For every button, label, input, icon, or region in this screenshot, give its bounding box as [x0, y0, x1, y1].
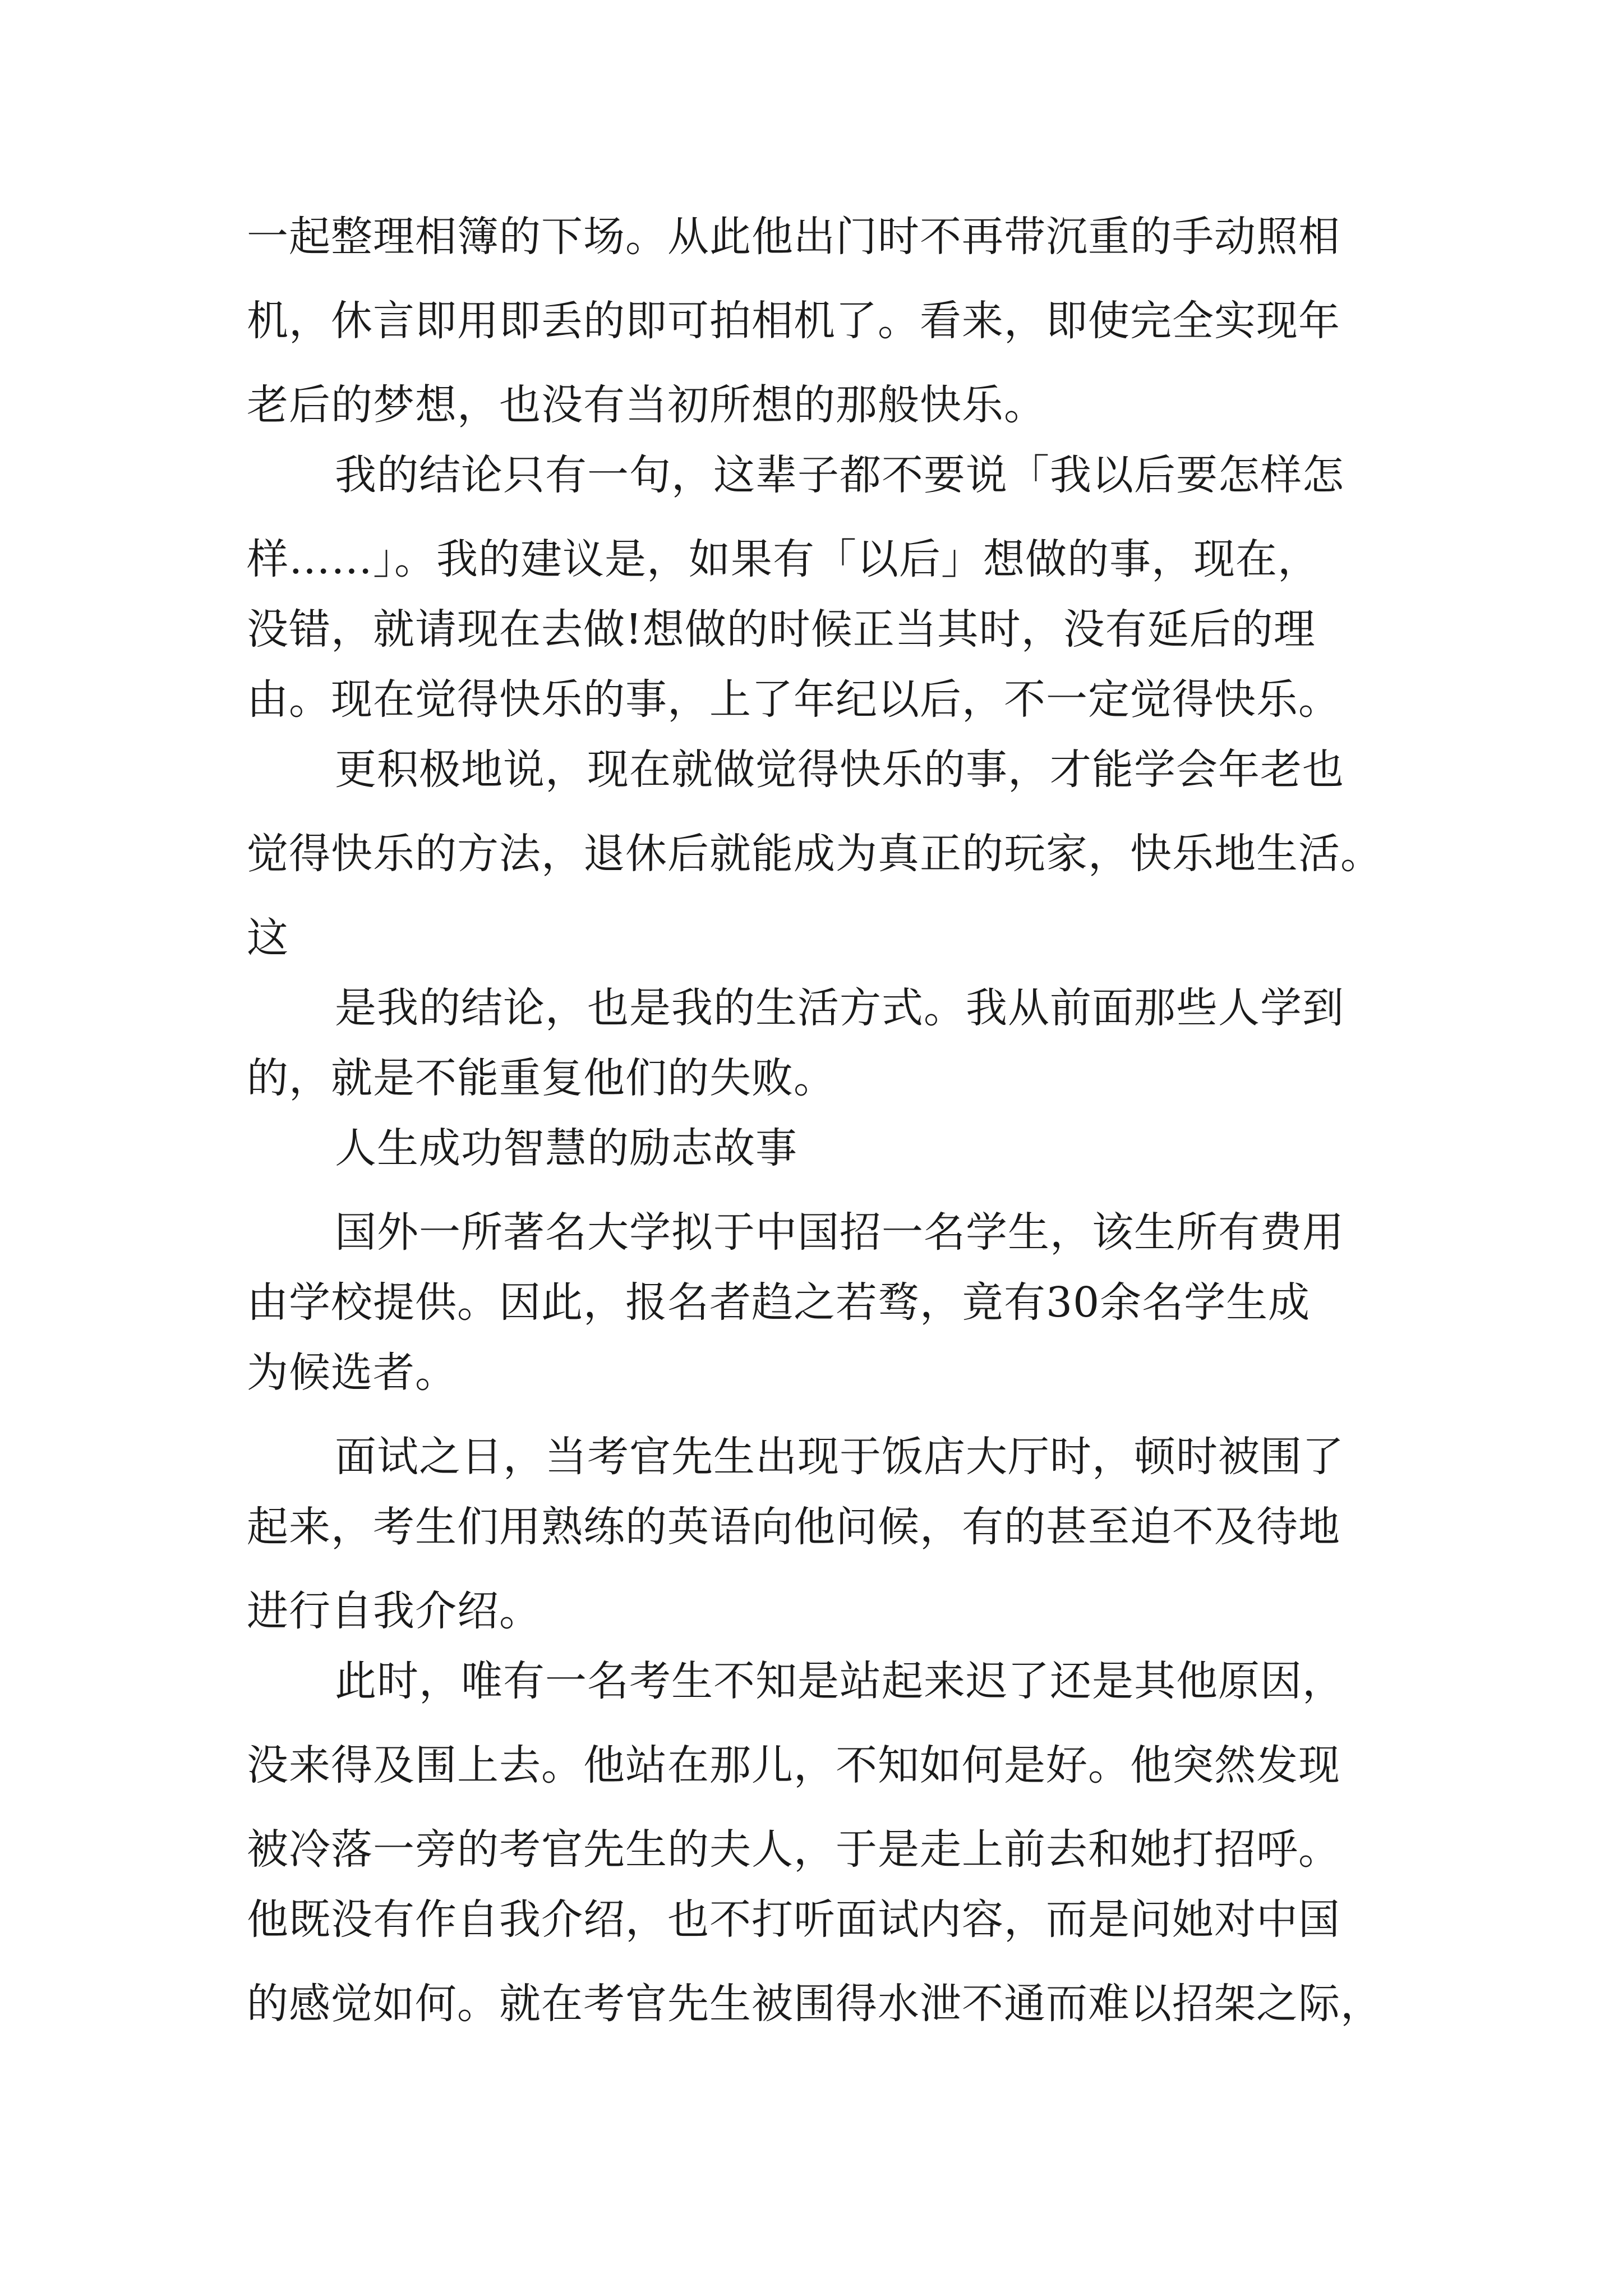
paragraph-start-line: 此时，唯有一名考生不知是站起来迟了还是其他原因， [335, 1657, 1344, 1705]
text-line: 为候选者。 [247, 1349, 457, 1397]
paragraph-start-line: 国外一所著名大学拟于中国招一名学生，该生所有费用 [335, 1208, 1344, 1257]
text-line: 的感觉如何。就在考官先生被围得水泄不通而难以招架之际， [247, 1980, 1382, 2028]
text-line: 的，就是不能重复他们的失败。 [247, 1054, 836, 1102]
text-line: 起来，考生们用熟练的英语向他问候，有的甚至迫不及待地 [247, 1503, 1340, 1551]
text-line: 样……」。我的建议是，如果有「以后」想做的事，现在， [247, 535, 1320, 583]
text-line: 由。现在觉得快乐的事，上了年纪以后，不一定觉得快乐。 [247, 675, 1340, 724]
text-line: 由学校提供。因此，报名者趋之若骛，竟有30余名学生成 [247, 1278, 1311, 1327]
text-line: 一起整理相簿的下场。从此他出门时不再带沉重的手动照相 [247, 213, 1340, 261]
paragraph-start-line: 是我的结论，也是我的生活方式。我从前面那些人学到 [335, 984, 1344, 1032]
text-line: 没来得及围上去。他站在那儿，不知如何是好。他突然发现 [247, 1741, 1340, 1789]
text-line: 进行自我介绍。 [247, 1587, 541, 1635]
paragraph-start-line: 面试之日，当考官先生出现于饭店大厅时，顿时被围了 [335, 1433, 1344, 1481]
paragraph-start-line: 我的结论只有一句，这辈子都不要说「我以后要怎样怎 [335, 451, 1344, 499]
text-line: 被冷落一旁的考官先生的夫人，于是走上前去和她打招呼。 [247, 1825, 1340, 1874]
section-heading: 人生成功智慧的励志故事 [335, 1124, 797, 1172]
text-line: 觉得快乐的方法，退休后就能成为真正的玩家，快乐地生活。 [247, 830, 1382, 878]
text-line: 他既没有作自我介绍，也不打听面试内容，而是问她对中国 [247, 1895, 1340, 1944]
paragraph-start-line: 更积极地说，现在就做觉得快乐的事，才能学会年老也 [335, 746, 1344, 794]
text-line: 没错，就请现在去做!想做的时候正当其时，没有延后的理 [247, 605, 1316, 654]
text-line: 机，休言即用即丢的即可拍相机了。看来，即使完全实现年 [247, 297, 1340, 345]
text-line: 这 [247, 914, 289, 962]
text-line: 老后的梦想，也没有当初所想的那般快乐。 [247, 381, 1046, 429]
